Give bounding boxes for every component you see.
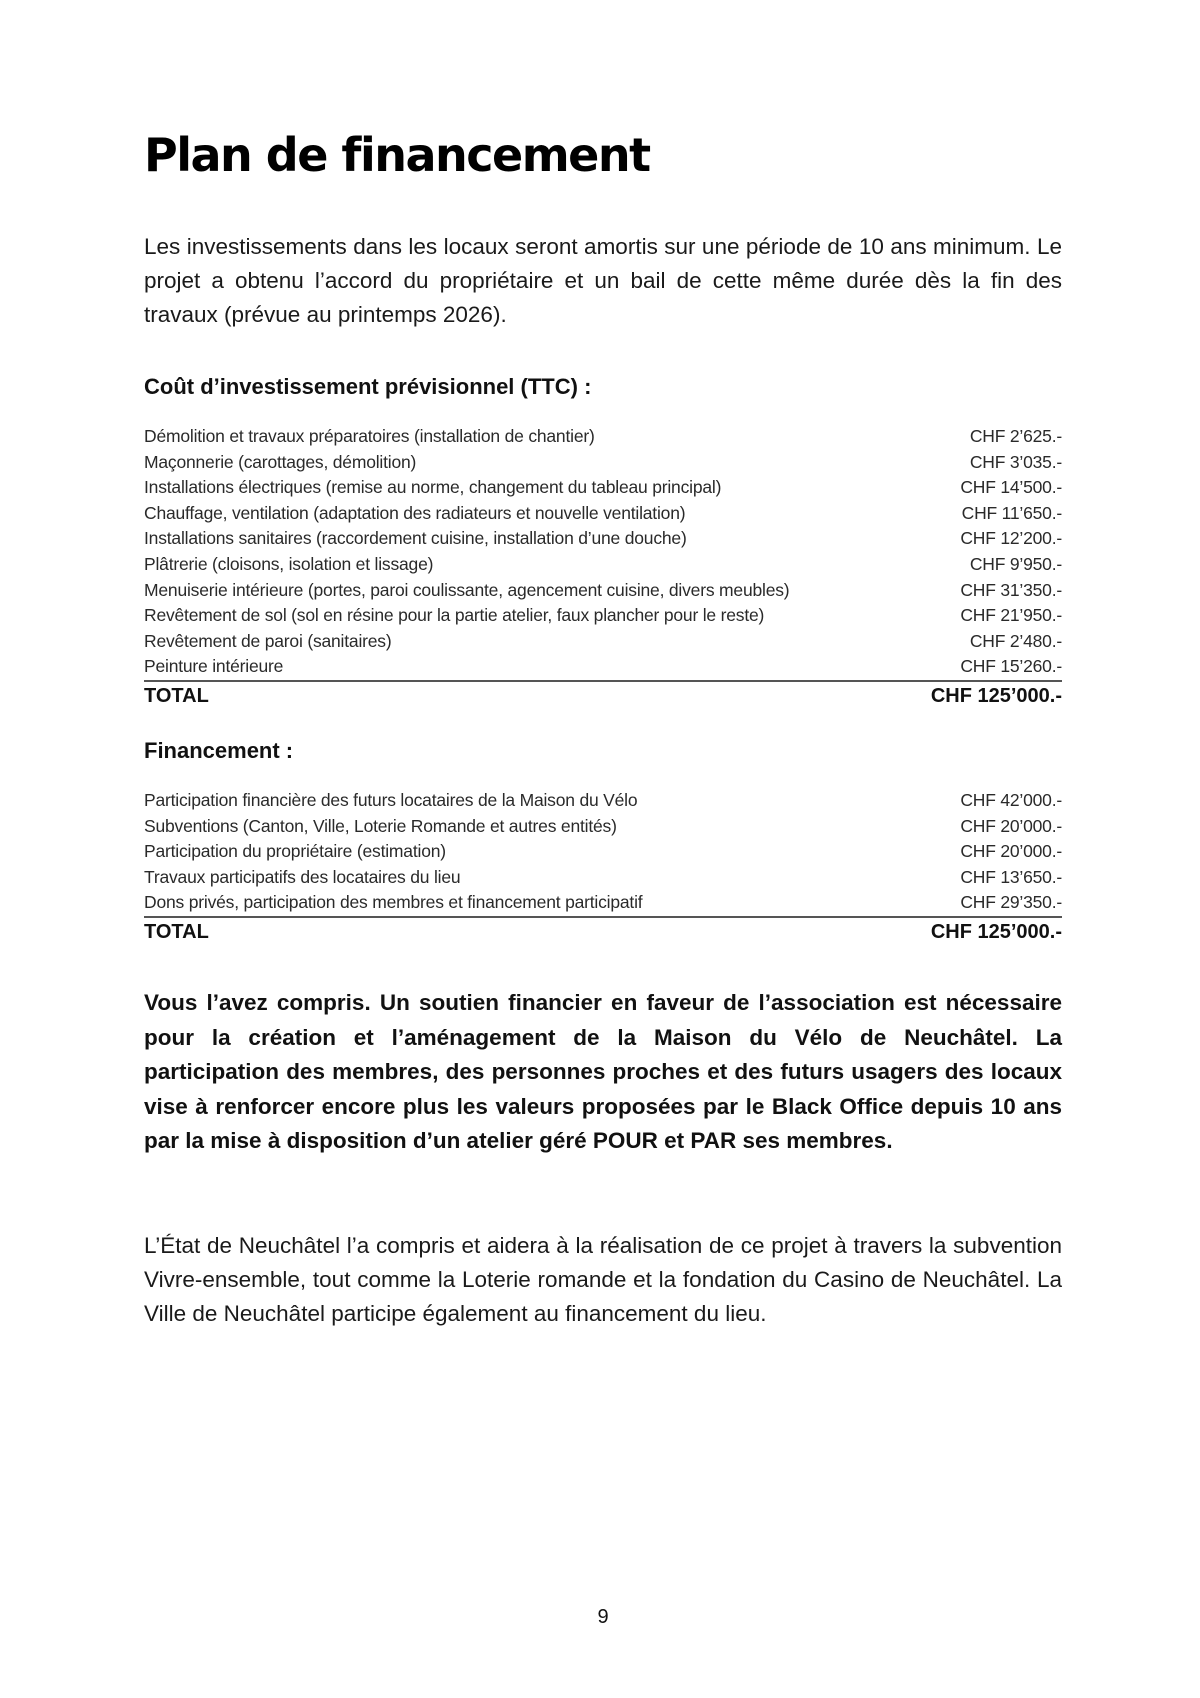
cost-amount: CHF 11’650.-: [961, 502, 1062, 523]
financing-label: Participation financière des futurs locataires de la Maison du Vélo: [144, 790, 638, 810]
financing-amount: CHF 29’350.-: [960, 892, 1062, 913]
intro-paragraph: Les investissements dans les locaux seront amortis sur une période de 10 ans minimum. Le projet a obtenu l’accord du propriétaire et un bail de cette même durée dès la fin des travaux (prévue au printemps 2026).: [144, 234, 1062, 327]
cost-row: [144, 656, 1062, 682]
financing-row: [144, 816, 1062, 842]
financing-row: [144, 867, 1062, 893]
financing-table: [144, 790, 1062, 944]
financing-total-label: TOTAL: [144, 921, 209, 944]
cost-amount: CHF 15’260.-: [960, 656, 1062, 677]
cost-row: [144, 426, 1062, 452]
financing-label: Travaux participatifs des locataires du lieu: [144, 866, 461, 887]
cost-row: [144, 605, 1062, 631]
page-number: 9: [597, 1606, 609, 1628]
cost-label: Revêtement de paroi (sanitaires): [144, 630, 392, 651]
cost-total-amount: CHF 125’000.-: [930, 685, 1062, 708]
cost-section-heading: Coût d’investissement prévisionnel (TTC) :: [144, 374, 592, 399]
cost-amount: CHF 21’950.-: [960, 605, 1062, 626]
cost-amount: CHF 14’500.-: [960, 477, 1062, 498]
page-title: Plan de financement: [144, 128, 650, 182]
financing-amount: CHF 13’650.-: [960, 866, 1062, 887]
cost-label: Chauffage, ventilation (adaptation des radiateurs et nouvelle ventilation): [144, 502, 686, 523]
cost-row: [144, 631, 1062, 657]
financing-amount: CHF 20’000.-: [960, 841, 1062, 862]
cost-amount: CHF 2’480.-: [969, 630, 1062, 651]
financing-amount: CHF 42’000.-: [960, 790, 1062, 810]
closing-paragraph: L’État de Neuchâtel l’a compris et aidera à la réalisation de ce projet à travers la subvention Vivre-ensemble, tout comme la Loterie romande et la fondation du Casino de Neuchâtel. La Ville de Neuchâtel participe également au financement du lieu.: [144, 1233, 1062, 1326]
cost-table: [144, 426, 1062, 708]
cost-amount: CHF 9’950.-: [969, 553, 1062, 574]
financing-label: Subventions (Canton, Ville, Loterie Romande et autres entités): [144, 815, 617, 836]
cost-amount: CHF 3’035.-: [969, 451, 1062, 472]
financing-label: Dons privés, participation des membres et financement participatif: [144, 892, 643, 913]
financing-total-amount: CHF 125’000.-: [930, 921, 1062, 944]
financing-row: [144, 892, 1062, 918]
cost-amount: CHF 31’350.-: [960, 579, 1062, 600]
cost-amount: CHF 2’625.-: [969, 426, 1062, 446]
cost-row: [144, 452, 1062, 478]
financing-amount: CHF 20’000.-: [960, 815, 1062, 836]
cost-label: Revêtement de sol (sol en résine pour la partie atelier, faux plancher pour le reste): [144, 605, 765, 626]
cost-label: Peinture intérieure: [144, 656, 284, 677]
financing-total-row: [144, 921, 1062, 944]
cost-row: [144, 528, 1062, 554]
cost-label: Démolition et travaux préparatoires (installation de chantier): [144, 426, 595, 446]
appeal-paragraph: Vous l’avez compris. Un soutien financier en faveur de l’association est nécessaire pour la création et l’aménagement de la Maison du Vélo de Neuchâtel. La participation des membres, des personnes proches et des futurs usagers des locaux vise à renforcer encore plus les valeurs proposées par le Black Office depuis 10 ans par la mise à disposition d’un atelier géré POUR et PAR ses membres.: [144, 990, 1062, 1153]
cost-row: [144, 580, 1062, 606]
cost-label: Installations électriques (remise au norme, changement du tableau principal): [144, 477, 722, 498]
cost-total-label: TOTAL: [144, 685, 209, 708]
cost-label: Installations sanitaires (raccordement cuisine, installation d’une douche): [144, 528, 687, 549]
financing-row: [144, 841, 1062, 867]
cost-total-row: [144, 685, 1062, 708]
cost-row: [144, 554, 1062, 580]
financing-label: Participation du propriétaire (estimation): [144, 841, 446, 862]
cost-row: [144, 477, 1062, 503]
cost-row: [144, 503, 1062, 529]
cost-amount: CHF 12’200.-: [960, 528, 1062, 549]
cost-label: Menuiserie intérieure (portes, paroi coulissante, agencement cuisine, divers meubles): [144, 579, 790, 600]
financing-row: [144, 790, 1062, 816]
financing-section-heading: Financement :: [144, 738, 294, 763]
cost-label: Plâtrerie (cloisons, isolation et lissage): [144, 553, 434, 574]
cost-label: Maçonnerie (carottages, démolition): [144, 451, 417, 472]
